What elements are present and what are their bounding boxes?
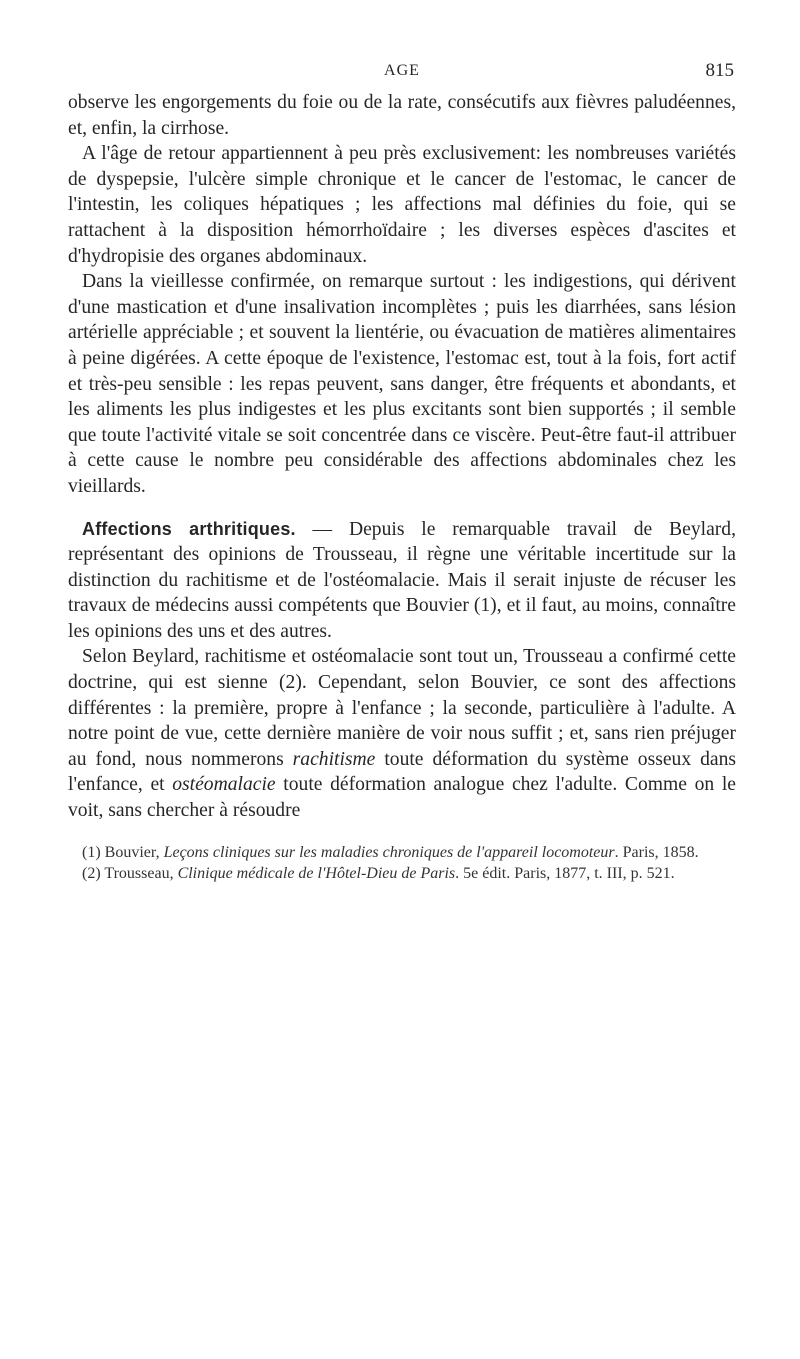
footnote-author: (1) Bouvier, — [82, 843, 164, 861]
paragraph-beylard — [68, 644, 736, 823]
footnote-author: (2) Trousseau, — [82, 864, 178, 882]
footnote-title: Clinique médicale de l'Hôtel-Dieu de Paris — [177, 864, 456, 882]
footnote-publication: . 5e édit. Paris, 1877, t. III, p. 521. — [455, 864, 675, 882]
paragraph-vieillesse: Dans la vieillesse confirmée, on remarque surtout : les indigestions, qui dérivent d'une mastication et d'une insalivation incomplètes ; puis les diarrhées, sans lésion artérielle appréciable ; et souvent la lientérie, ou évacuation de matières alimentaires à peine digérées. A cette époque de l'existence, l'estomac est, tout à la fois, fort actif et très-peu sensible : les repas peuvent, sans danger, être fréquents et abondants, et les aliments les plus indigestes et les plus excitants sont bien supportés ; il semble que toute l'activité vitale se soit concentrée dans ce viscère. Peut-être faut-il attribuer à cette cause le nombre peu considérable des affections abdominales chez les vieillards. — [68, 271, 736, 497]
paragraph-text: — Depuis le remarquable travail de Beylard, représentant des opinions de Trousseau, il règne une véritable incertitude sur la distinction du rachitisme et de l'ostéomalacie. Mais il serait injuste de récuser les travaux de médecins aussi compétents que Bouvier (1), et il faut, au moins, connaître les opinions des uns et des autres. — [68, 518, 736, 642]
paragraph-continuation: observe les engorgements du foie ou de la rate, consécutifs aux fièvres paludéennes, et, enfin, la cirrhose. — [68, 92, 736, 139]
running-head — [68, 56, 736, 90]
footnote-1 — [68, 842, 736, 863]
term-rachitisme: rachitisme — [292, 748, 376, 770]
paragraph-text: toute déformation du système osseux dans l'enfance, et — [68, 748, 736, 796]
page-number: 815 — [705, 60, 734, 81]
paragraph-affections-arthritiques — [68, 517, 736, 645]
paragraph-text: Selon Beylard, rachitisme et ostéomalacie sont tout un, Trousseau a confirmé cette doctrine, qui est sienne (2). Cependant, selon Bouvier, ce sont des affections différentes : la première, propre à l'enfance ; la seconde, particulière à l'adulte. A notre point de vue, cette dernière manière de voir nous suffit ; et, sans rien préjuger au fond, nous nommerons — [68, 646, 736, 770]
footnote-title: Leçons cliniques sur les maladies chroniques de l'appareil locomoteur — [163, 843, 615, 861]
footnote-publication: . Paris, 1858. — [614, 843, 699, 861]
body-text — [68, 90, 736, 824]
section-heading: Affections arthritiques. — [82, 518, 296, 539]
book-page — [68, 56, 736, 884]
footnotes — [68, 842, 736, 884]
paragraph-text: toute déformation analogue chez l'adulte. Comme on le voit, sans chercher à résoudre — [68, 774, 736, 822]
term-osteomalacie: ostéomalacie — [172, 774, 276, 796]
running-title: AGE — [384, 62, 420, 79]
paragraph-age-de-retour: A l'âge de retour appartiennent à peu près exclusivement: les nombreuses variétés de dyspepsie, l'ulcère simple chronique et le cancer de l'estomac, le cancer de l'intestin, les coliques hépatiques ; les affections mal définies du foie, qui se rattachent à la disposition hémorrhoïdaire ; les diverses espèces d'ascites et d'hydropisie des organes abdominaux. — [68, 143, 736, 267]
footnote-2 — [68, 863, 736, 884]
